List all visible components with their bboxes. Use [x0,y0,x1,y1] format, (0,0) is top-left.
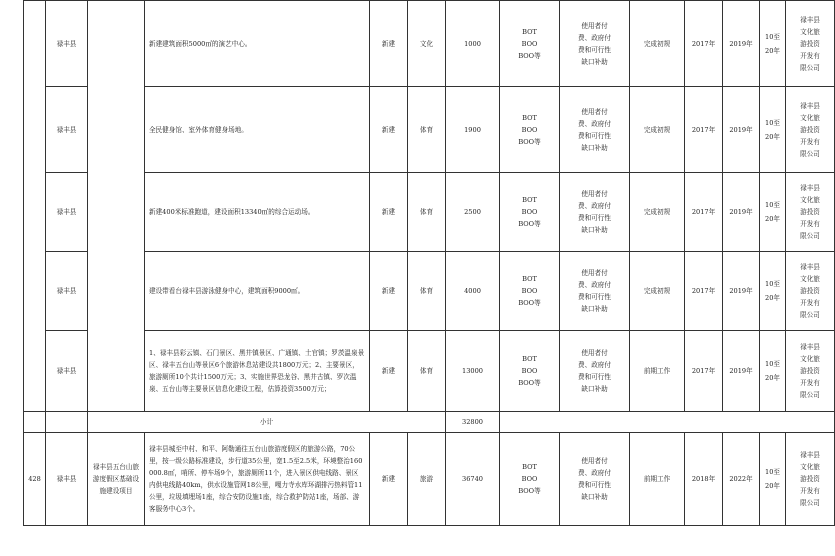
fund-line: 费、政府付 [578,361,611,369]
nature-cell: 新建 [370,331,408,412]
cooperation-mode-cell [500,252,560,331]
mode-line: BOT [522,27,537,36]
owner-line: 文化旅 [800,463,820,471]
start-year-cell: 2017年 [685,331,723,412]
owner-line: 限公司 [800,232,820,240]
mode-line: BOO等 [518,220,541,228]
period-cell [760,1,786,87]
period-line: 10至 [765,280,780,288]
mode-line: BOO [521,39,538,48]
owner-cell [786,331,835,412]
investment-cell: 1900 [446,87,500,173]
progress-cell: 前期工作 [630,331,685,412]
owner-line: 开发有 [800,379,820,387]
start-year-cell: 2018年 [685,433,723,526]
description-cell: 新建400米标准跑道，建设面积13340㎡的综合运动场。 [145,173,370,252]
fund-line: 费、政府付 [578,281,611,289]
period-line: 20年 [765,374,780,382]
subtotal-blank [500,412,835,433]
start-year-cell: 2017年 [685,173,723,252]
owner-cell [786,87,835,173]
period-line: 10至 [765,118,780,127]
fund-line: 费、政府付 [578,469,611,477]
category-cell: 旅游 [408,433,446,526]
fund-line: 缺口补助 [581,143,608,152]
investment-cell: 36740 [446,433,500,526]
cooperation-mode-cell [500,1,560,87]
period-line: 20年 [765,215,780,223]
owner-line: 游投资 [800,287,820,295]
owner-line: 禄丰县 [800,15,820,24]
investment-cell: 1000 [446,1,500,87]
funding-cell [560,331,630,412]
mode-line: BOO [521,367,538,375]
cooperation-mode-cell [500,433,560,526]
funding-cell [560,252,630,331]
progress-cell: 完成初规 [630,252,685,331]
category-cell: 体育 [408,331,446,412]
fund-line: 缺口补助 [581,385,608,393]
fund-line: 费、政府付 [578,202,611,210]
subtotal-row [24,412,835,433]
table-row [24,252,835,331]
owner-cell [786,173,835,252]
description-cell: 建设带看台禄丰县游泳健身中心，建筑面积9000㎡。 [145,252,370,331]
owner-line: 限公司 [800,311,820,319]
owner-line: 开发有 [800,299,820,307]
subtotal-investment: 32800 [446,412,500,433]
funding-cell [560,433,630,526]
mode-line: BOT [522,196,537,204]
no-cell [24,412,46,433]
mode-line: BOT [522,113,537,122]
category-cell: 体育 [408,87,446,173]
end-year-cell: 2019年 [723,252,760,331]
description-cell: 新建建筑面积5000㎡的演艺中心。 [145,1,370,87]
owner-line: 限公司 [800,63,820,72]
owner-line: 禄丰县 [800,343,820,351]
owner-line: 游投资 [800,208,820,216]
fund-line: 使用者付 [581,190,608,198]
owner-line: 限公司 [800,149,820,158]
period-cell [760,173,786,252]
owner-line: 文化旅 [800,27,820,36]
owner-line: 禄丰县 [800,451,820,459]
period-cell [760,433,786,526]
end-year-cell: 2019年 [723,173,760,252]
description-cell: 禄丰县城至中村、和平、阿勒通往五台山旅游度假区的旅游公路，70公里，按一级公路标准建设，步行道35公里，宽1.5至2.5米，环境整治160000.8㎡，哨所、停车场9个，旅游厕所11个，进入景区供电线路、景区内供电线路40km，供水设施管网18公里，嘎力寺水库环湖排污热料管11公里，垃圾填埋场1座，综合安防设施1座，综合救护防站1座，场部、游客服务中心3个。 [145,433,370,526]
nature-cell: 新建 [370,1,408,87]
owner-line: 文化旅 [800,196,820,204]
progress-cell: 完成初规 [630,173,685,252]
owner-line: 文化旅 [800,355,820,363]
owner-line: 限公司 [800,391,820,399]
description-cell: 1、禄丰县彩云镇、石门景区、黑井镇景区、广通镇、土官镇；罗茨温泉景区、禄丰五台山等景区6个旅游休息站建设共1800万元；2、主要景区，旅游厕所10个共计1500万元；3、实施世界恐龙谷、黑井古镇、罗次温泉、五台山等主要景区信息化建设工程，估算投资3500万元； [145,331,370,412]
mode-line: BOO等 [518,51,541,60]
period-line: 20年 [765,132,780,141]
progress-cell: 完成初规 [630,87,685,173]
mode-line: BOO [521,125,538,134]
period-line: 10至 [765,360,780,368]
fund-line: 使用者付 [581,457,608,465]
start-year-cell: 2017年 [685,252,723,331]
nature-cell: 新建 [370,433,408,526]
owner-line: 开发有 [800,487,820,495]
county-cell: 禄丰县 [46,433,88,526]
fund-line: 费和可行性 [578,131,611,140]
owner-cell [786,433,835,526]
end-year-cell: 2019年 [723,1,760,87]
subtotal-label: 小计 [88,412,446,433]
owner-line: 游投资 [800,367,820,375]
end-year-cell: 2022年 [723,433,760,526]
no-cell [24,1,46,412]
table-row [24,87,835,173]
nature-cell: 新建 [370,173,408,252]
period-line: 10至 [765,468,780,476]
category-cell: 体育 [408,173,446,252]
fund-line: 缺口补助 [581,57,608,66]
investment-cell: 2500 [446,173,500,252]
cooperation-mode-cell [500,173,560,252]
mode-line: BOO [521,475,538,483]
owner-line: 游投资 [800,125,820,134]
owner-cell [786,252,835,331]
end-year-cell: 2019年 [723,331,760,412]
fund-line: 费、政府付 [578,33,611,42]
county-cell: 禄丰县 [46,87,88,173]
table-row [24,433,835,526]
owner-line: 文化旅 [800,275,820,283]
table-row [24,331,835,412]
end-year-cell: 2019年 [723,87,760,173]
period-cell [760,252,786,331]
owner-line: 限公司 [800,499,820,507]
funding-cell [560,1,630,87]
description-cell: 全民健身馆、室外体育健身场地。 [145,87,370,173]
category-cell: 体育 [408,252,446,331]
project-name-cell: 禄丰县五台山旅游度假区基础设施建设项目 [88,433,145,526]
fund-line: 费和可行性 [578,293,611,301]
table-row [24,1,835,87]
category-cell: 文化 [408,1,446,87]
mode-line: BOO等 [518,379,541,387]
fund-line: 费和可行性 [578,45,611,54]
mode-line: BOO等 [518,137,541,146]
funding-cell [560,87,630,173]
mode-line: BOT [522,275,537,283]
mode-line: BOO等 [518,487,541,495]
owner-line: 开发有 [800,220,820,228]
project-name-cell [88,1,145,412]
fund-line: 费、政府付 [578,119,611,128]
county-cell: 禄丰县 [46,331,88,412]
table-row [24,173,835,252]
period-line: 10至 [765,201,780,209]
period-line: 20年 [765,482,780,490]
mode-line: BOO [521,287,538,295]
fund-line: 缺口补助 [581,493,608,501]
nature-cell: 新建 [370,87,408,173]
mode-line: BOT [522,355,537,363]
investment-cell: 4000 [446,252,500,331]
owner-line: 开发有 [800,137,820,146]
county-cell: 禄丰县 [46,173,88,252]
county-cell: 禄丰县 [46,1,88,87]
mode-line: BOO等 [518,299,541,307]
fund-line: 缺口补助 [581,305,608,313]
fund-line: 缺口补助 [581,226,608,234]
fund-line: 使用者付 [581,349,608,357]
cooperation-mode-cell [500,331,560,412]
owner-line: 禄丰县 [800,263,820,271]
owner-line: 开发有 [800,51,820,60]
period-cell [760,87,786,173]
investment-cell: 13000 [446,331,500,412]
fund-line: 费和可行性 [578,214,611,222]
period-cell [760,331,786,412]
progress-cell: 完成初规 [630,1,685,87]
period-line: 20年 [765,294,780,302]
owner-line: 禄丰县 [800,184,820,192]
fund-line: 使用者付 [581,107,608,116]
fund-line: 使用者付 [581,269,608,277]
mode-line: BOO [521,208,538,216]
funding-cell [560,173,630,252]
period-line: 20年 [765,46,780,55]
mode-line: BOT [522,463,537,471]
no-cell: 428 [24,433,46,526]
owner-line: 游投资 [800,39,820,48]
project-table [23,0,835,526]
county-cell [46,412,88,433]
owner-cell [786,1,835,87]
fund-line: 费和可行性 [578,481,611,489]
period-line: 10至 [765,32,780,41]
nature-cell: 新建 [370,252,408,331]
owner-line: 禄丰县 [800,101,820,110]
owner-line: 游投资 [800,475,820,483]
start-year-cell: 2017年 [685,1,723,87]
cooperation-mode-cell [500,87,560,173]
owner-line: 文化旅 [800,113,820,122]
fund-line: 费和可行性 [578,373,611,381]
fund-line: 使用者付 [581,21,608,30]
county-cell: 禄丰县 [46,252,88,331]
progress-cell: 前期工作 [630,433,685,526]
start-year-cell: 2017年 [685,87,723,173]
